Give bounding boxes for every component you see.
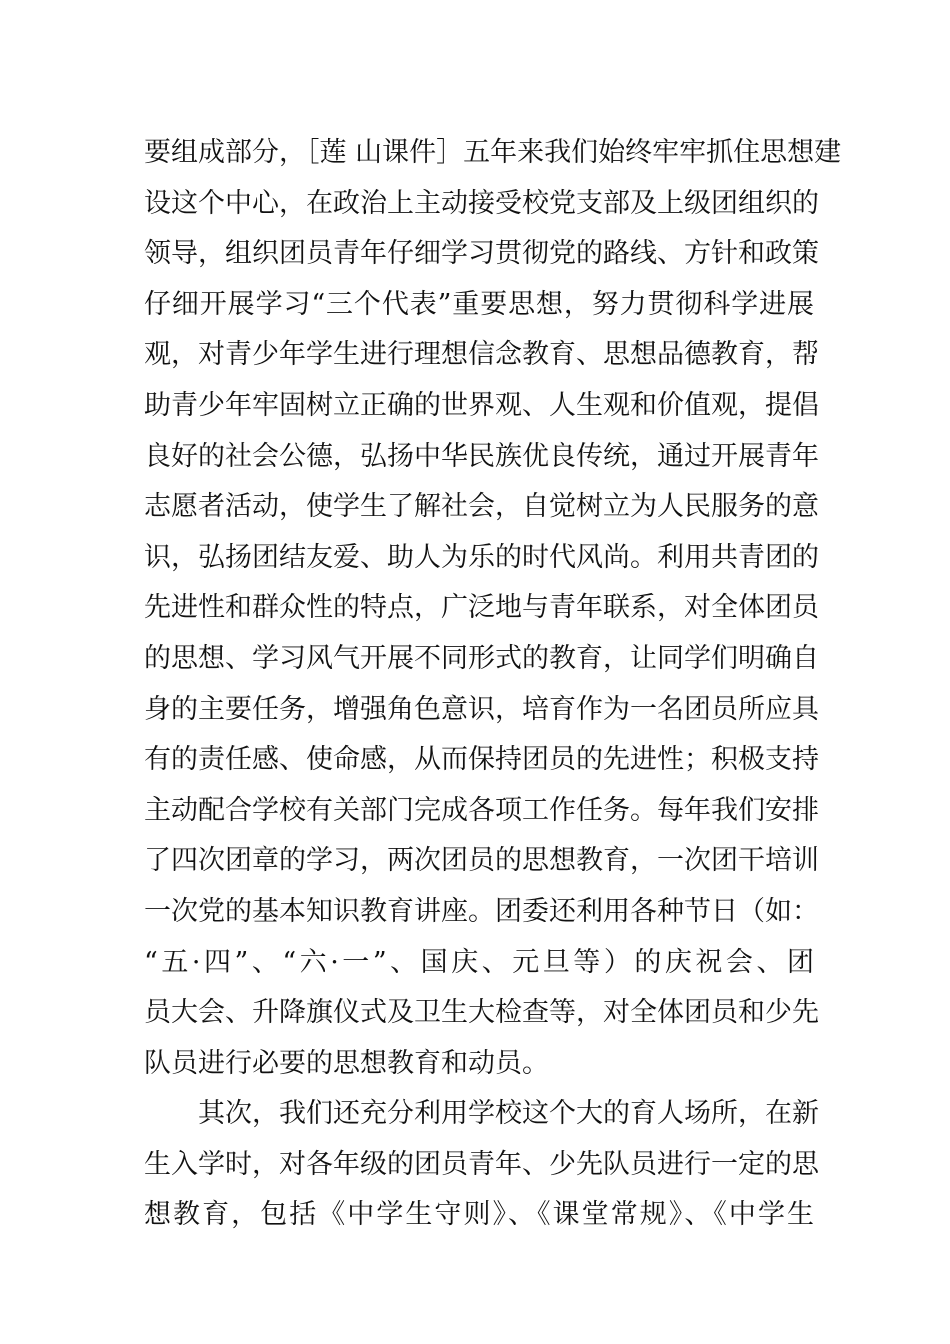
text-line: 身的主要任务，增强角色意识，培育作为一名团员所应具: [144, 693, 819, 725]
text-line: 良好的社会公德，弘扬中华民族优良传统，通过开展青年: [144, 440, 819, 472]
text-line: 想教育，包括《中学生守则》、《课堂常规》、《中学生: [144, 1199, 814, 1231]
text-line: 助青少年牢固树立正确的世界观、人生观和价值观，提倡: [144, 389, 819, 421]
text-line: 志愿者活动，使学生了解社会，自觉树立为人民服务的意: [144, 491, 819, 523]
text-line: 观，对青少年学生进行理想信念教育、思想品德教育，帮: [144, 339, 819, 371]
text-line: 主动配合学校有关部门完成各项工作任务。每年我们安排: [144, 794, 819, 826]
text-line: 的思想、学习风气开展不同形式的教育，让同学们明确自: [144, 642, 819, 674]
text-line: 领导，组织团员青年仔细学习贯彻党的路线、方针和政策: [144, 238, 819, 270]
text-line: 设这个中心，在政治上主动接受校党支部及上级团组织的: [144, 187, 819, 219]
text-line: 一次党的基本知识教育讲座。团委还利用各种节日（如：: [144, 895, 819, 927]
text-line: 生入学时，对各年级的团员青年、少先队员进行一定的思: [144, 1148, 819, 1180]
text-line: 了四次团章的学习，两次团员的思想教育，一次团干培训: [144, 845, 819, 877]
text-line: 员大会、升降旗仪式及卫生大检查等，对全体团员和少先: [144, 997, 819, 1029]
text-line: 仔细开展学习“三个代表”重要思想，努力贯彻科学进展: [144, 288, 814, 320]
text-line: 队员进行必要的思想教育和动员。: [144, 1047, 549, 1079]
text-line: “五·四”、“六·一”、国庆、元旦等）的庆祝会、团: [144, 946, 814, 978]
paragraph-first-line: 其次，我们还充分利用学校这个大的育人场所，在新: [198, 1098, 819, 1130]
body-text: [144, 128, 842, 1241]
text-line: 先进性和群众性的特点，广泛地与青年联系，对全体团员: [144, 592, 819, 624]
text-line: 要组成部分，［莲 山课件］五年来我们始终牢牢抓住思想建: [144, 137, 842, 168]
text-line: 有的责任感、使命感，从而保持团员的先进性；积极支持: [144, 744, 819, 776]
text-line: 识，弘扬团结友爱、助人为乐的时代风尚。利用共青团的: [144, 541, 819, 573]
